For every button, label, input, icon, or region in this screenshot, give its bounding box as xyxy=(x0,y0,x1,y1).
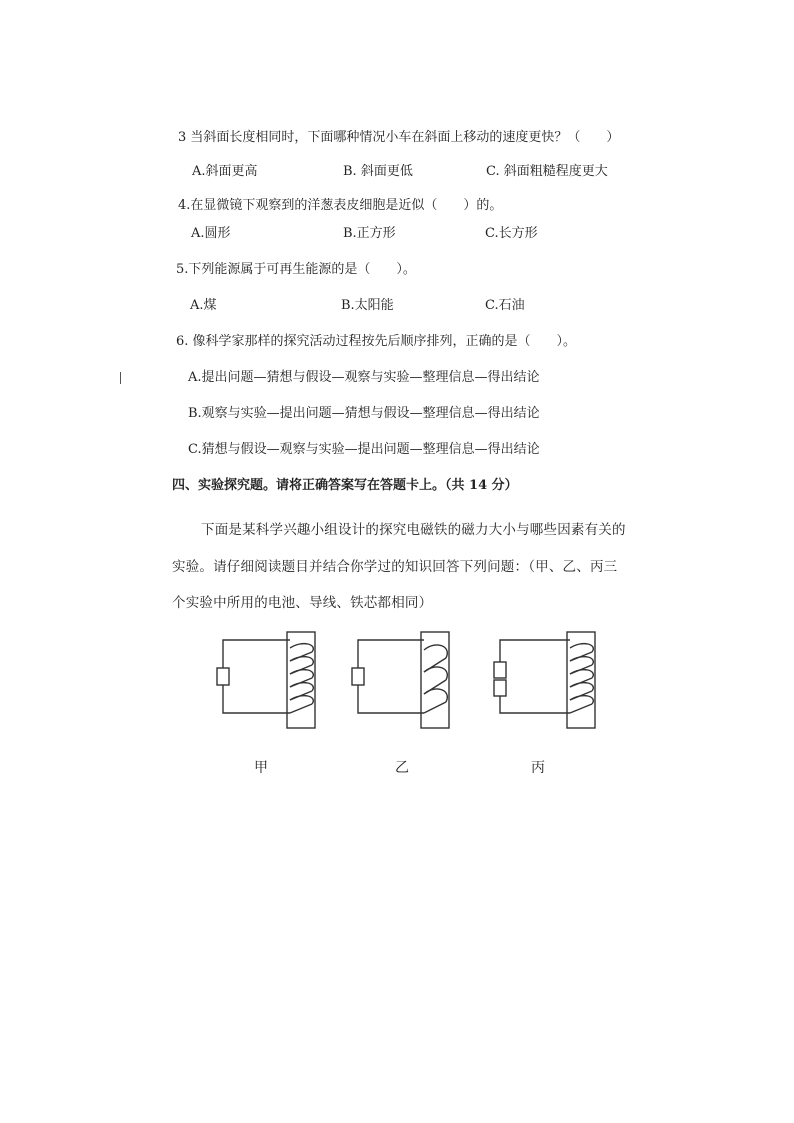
wire-top-yi xyxy=(358,640,424,668)
question-4-option-a: A.圆形 xyxy=(191,226,231,241)
iron-core-jia xyxy=(287,632,315,728)
battery-bing-2 xyxy=(494,680,506,696)
question-4-stem: 4.在显微镜下观察到的洋葱表皮细胞是近似（ ）的。 xyxy=(178,198,503,213)
wire-bottom-bing xyxy=(500,696,570,713)
electromagnet-diagram-yi xyxy=(352,632,449,728)
question-3-option-a: A.斜面更高 xyxy=(192,164,258,179)
question-6-stem: 6. 像科学家那样的探究活动过程按先后顺序排列，正确的是（ ）。 xyxy=(176,334,577,349)
question-5-option-a: A.煤 xyxy=(190,298,217,313)
question-4-option-c: C.长方形 xyxy=(485,226,538,241)
wire-bottom-yi xyxy=(358,685,424,713)
diagram-label-bing: 丙 xyxy=(531,760,545,776)
question-6-option-c: C.猜想与假设—观察与实验—提出问题—整理信息—得出结论 xyxy=(188,442,540,457)
battery-bing-1 xyxy=(494,662,506,678)
diagram-label-jia: 甲 xyxy=(254,760,268,776)
diagram-label-yi: 乙 xyxy=(395,760,409,776)
battery-yi-1 xyxy=(352,668,364,685)
wire-top-jia xyxy=(223,640,290,668)
question-5-stem: 5.下列能源属于可再生能源的是（ ）。 xyxy=(176,262,416,277)
wire-top-bing xyxy=(500,640,570,662)
question-3-option-b: B. 斜面更低 xyxy=(343,164,413,179)
section-4-paragraph-line-1: 下面是某科学兴趣小组设计的探究电磁铁的磁力大小与哪些因素有关的 xyxy=(201,522,626,538)
section-4-heading: 四、实验探究题。请将正确答案写在答题卡上。（共 14 分） xyxy=(172,478,518,493)
wire-bottom-jia xyxy=(223,685,290,713)
electromagnet-diagram-jia xyxy=(217,632,315,728)
question-3-stem: 3 当斜面长度相同时，下面哪种情况小车在斜面上移动的速度更快？（ ） xyxy=(178,130,620,145)
question-4-option-b: B.正方形 xyxy=(343,226,396,241)
iron-core-bing xyxy=(567,632,595,728)
question-5-option-b: B.太阳能 xyxy=(341,298,394,313)
question-6-option-b: B.观察与实验—提出问题—猜想与假设—整理信息—得出结论 xyxy=(188,406,540,421)
question-3-option-c: C. 斜面粗糙程度更大 xyxy=(486,164,608,179)
section-4-paragraph-line-3: 个实验中所用的电池、导线、铁芯都相同） xyxy=(172,595,433,611)
question-5-option-c: C.石油 xyxy=(485,298,525,313)
electromagnet-diagram-bing xyxy=(494,632,595,728)
battery-jia-1 xyxy=(217,668,229,685)
question-6-option-a: A.提出问题—猜想与假设—观察与实验—整理信息—得出结论 xyxy=(188,370,540,385)
section-4-paragraph-line-2: 实验。请仔细阅读题目并结合你学过的知识回答下列问题：（甲、乙、丙三 xyxy=(172,559,618,575)
